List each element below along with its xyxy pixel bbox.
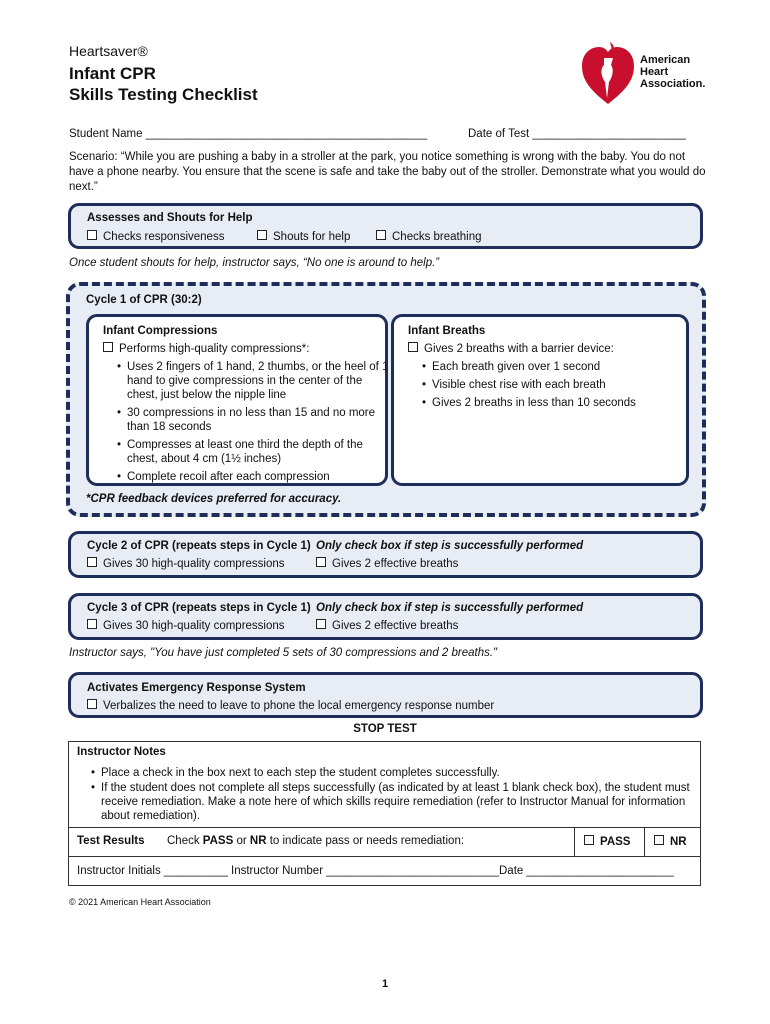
list-item: • Visible chest rise with each breath	[432, 378, 694, 392]
cycle3-compressions[interactable]: Gives 30 high-quality compressions	[87, 619, 285, 632]
column-divider	[574, 828, 575, 856]
instructor-initials-field[interactable]: Instructor Initials __________	[77, 865, 228, 877]
ems-box	[68, 672, 703, 718]
compressions-bullets	[113, 360, 389, 488]
instructor-number-field[interactable]: Instructor Number ___________________________	[231, 865, 499, 877]
test-results-row	[69, 827, 700, 857]
cycle1-title: Cycle 1 of CPR (30:2)	[86, 294, 202, 306]
checkbox[interactable]	[316, 619, 326, 629]
infant-compressions-box	[86, 314, 388, 486]
instructor-prompt-1: Once student shouts for help, instructor says, “No one is around to help.”	[69, 257, 440, 269]
test-results-label: Test Results	[77, 835, 145, 847]
stop-test-label: STOP TEST	[353, 723, 417, 735]
page-title-line1: Infant CPR	[69, 64, 156, 83]
cycle2-box	[68, 531, 703, 578]
ems-title: Activates Emergency Response System	[87, 682, 306, 694]
breaths-check[interactable]: Gives 2 breaths with a barrier device:	[408, 342, 614, 355]
instructor-prompt-2: Instructor says, "You have just completed 5 sets of 30 compressions and 2 breaths."	[69, 647, 498, 659]
infant-breaths-box	[391, 314, 689, 486]
checkbox[interactable]	[87, 699, 97, 709]
cycle3-box	[68, 593, 703, 640]
assess-item-breathing[interactable]: Checks breathing	[376, 230, 482, 243]
list-item: • Compresses at least one third the depth of the chest, about 4 cm (1½ inches)	[127, 438, 389, 466]
cycle2-title: Cycle 2 of CPR (repeats steps in Cycle 1)	[87, 540, 311, 552]
assess-item-responsiveness[interactable]: Checks responsiveness	[87, 230, 224, 243]
checkbox[interactable]	[103, 342, 113, 352]
column-divider	[644, 828, 645, 856]
list-item: • Gives 2 breaths in less than 10 seconds	[432, 396, 694, 410]
aha-logo	[580, 38, 705, 106]
checkbox[interactable]	[408, 342, 418, 352]
ems-item[interactable]: Verbalizes the need to leave to phone the local emergency response number	[87, 699, 494, 712]
checkbox[interactable]	[376, 230, 386, 240]
test-results-instructions: Check PASS or NR to indicate pass or needs remediation:	[167, 835, 465, 847]
checkbox[interactable]	[87, 557, 97, 567]
date-of-test-field[interactable]: Date of Test ________________________	[468, 128, 686, 140]
cycle3-breaths[interactable]: Gives 2 effective breaths	[316, 619, 458, 632]
compressions-check[interactable]: Performs high-quality compressions*:	[103, 342, 309, 355]
list-item: • Place a check in the box next to each step the student completes successfully.	[101, 766, 707, 780]
checkbox[interactable]	[654, 835, 664, 845]
cycle2-compressions[interactable]: Gives 30 high-quality compressions	[87, 557, 285, 570]
assess-item-shouts[interactable]: Shouts for help	[257, 230, 350, 243]
checkbox[interactable]	[87, 619, 97, 629]
page-title-line2: Skills Testing Checklist	[69, 85, 258, 104]
list-item: • If the student does not complete all steps successfully (as indicated by at least 1 blank check box), the student must receive remediation. Make a note here of which skills require remediation (refer to Instructor Manual for information about remediation).	[101, 781, 707, 823]
cycle1-box	[66, 282, 706, 517]
cycle3-note: Only check box if step is successfully performed	[316, 602, 584, 614]
checkbox[interactable]	[316, 557, 326, 567]
compressions-title: Infant Compressions	[103, 325, 218, 337]
list-item: • 30 compressions in no less than 15 and no more than 18 seconds	[127, 406, 389, 434]
checkbox[interactable]	[87, 230, 97, 240]
instructor-info-row	[69, 856, 700, 886]
list-item: • Complete recoil after each compression	[127, 470, 389, 484]
brand-name: Heartsaver®	[69, 43, 148, 59]
breaths-title: Infant Breaths	[408, 325, 486, 337]
nr-option[interactable]: NR	[654, 835, 687, 848]
instructor-date-field[interactable]: Date _______________________	[499, 865, 674, 877]
checkbox[interactable]	[257, 230, 267, 240]
instructor-notes-title: Instructor Notes	[77, 746, 166, 758]
cycle3-title: Cycle 3 of CPR (repeats steps in Cycle 1)	[87, 602, 311, 614]
list-item: • Each breath given over 1 second	[432, 360, 694, 374]
cycle2-breaths[interactable]: Gives 2 effective breaths	[316, 557, 458, 570]
student-name-field[interactable]: Student Name ____________________________________________	[69, 128, 428, 140]
page-number: 1	[381, 978, 389, 990]
checkbox[interactable]	[584, 835, 594, 845]
pass-option[interactable]: PASS	[584, 835, 630, 848]
copyright: © 2021 American Heart Association	[69, 897, 211, 907]
list-item: • Uses 2 fingers of 1 hand, 2 thumbs, or the heel of 1 hand to give compressions in the center of the chest, just below the nipple line	[127, 360, 389, 402]
scenario-text: Scenario: “While you are pushing a baby in a stroller at the park, you notice something is wrong with the baby. You do not have a phone nearby. You ensure that the scene is safe and take the baby out of the stroller. Demonstrate what you would do next.”	[69, 151, 706, 193]
assess-title: Assesses and Shouts for Help	[87, 212, 253, 224]
heart-torch-icon	[580, 38, 636, 106]
breaths-bullets	[418, 360, 694, 414]
cycle2-note: Only check box if step is successfully performed	[316, 540, 584, 552]
instructor-section	[68, 741, 701, 886]
cpr-footnote: *CPR feedback devices preferred for accuracy.	[86, 493, 342, 505]
assess-box	[68, 203, 703, 249]
instructor-notes-list	[87, 766, 707, 827]
logo-text: American Heart Association.	[640, 54, 706, 90]
